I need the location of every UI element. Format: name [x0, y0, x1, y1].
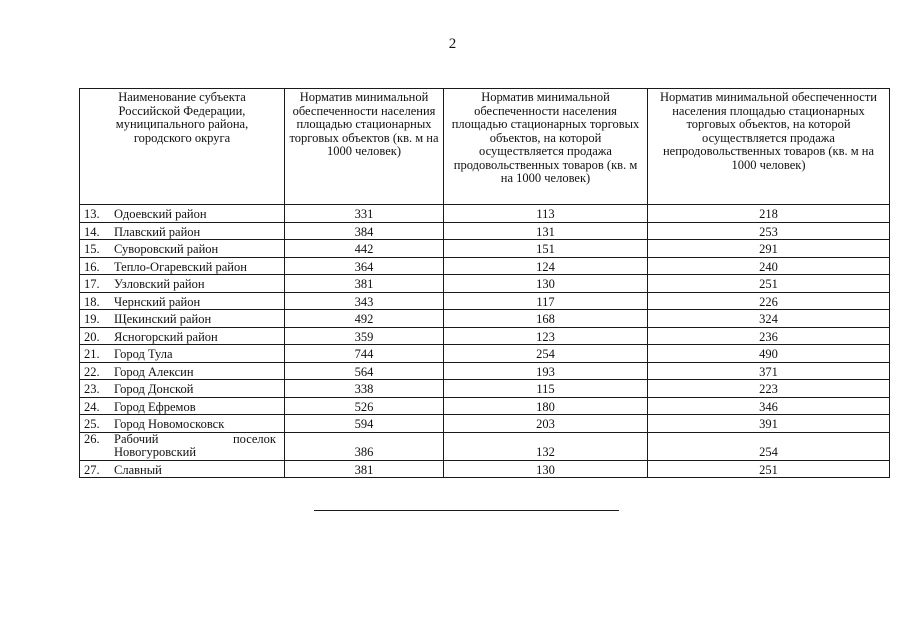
- subject-name: Город Ефремов: [114, 399, 196, 414]
- header-subject-name: Наименование субъекта Российской Федерации, муниципального района, городского округа: [80, 89, 285, 205]
- norms-table: [79, 88, 890, 478]
- table-row: [80, 205, 890, 223]
- cell-subject-name: [80, 292, 285, 310]
- table-row: [80, 460, 890, 478]
- subject-name: Ясногорский район: [114, 329, 218, 344]
- cell-subject-name: [80, 380, 285, 398]
- row-number: 21.: [84, 347, 100, 361]
- cell-total: 386: [285, 432, 444, 460]
- cell-nonfood: 254: [648, 432, 890, 460]
- row-number: 20.: [84, 329, 100, 344]
- cell-food: 123: [444, 327, 648, 345]
- table-header-row: [80, 89, 890, 205]
- cell-subject-name: [80, 257, 285, 275]
- table-row: [80, 380, 890, 398]
- table-row: [80, 397, 890, 415]
- subject-name: Тепло-Огаревский район: [114, 259, 247, 274]
- cell-nonfood: 226: [648, 292, 890, 310]
- row-number: 25.: [84, 417, 100, 431]
- subject-name: Город Тула: [114, 347, 173, 361]
- cell-food: 130: [444, 460, 648, 478]
- table-row: [80, 222, 890, 240]
- cell-food: 113: [444, 205, 648, 223]
- cell-nonfood: 371: [648, 362, 890, 380]
- cell-food: 168: [444, 310, 648, 328]
- cell-subject-name: [80, 460, 285, 478]
- table-row: [80, 415, 890, 433]
- cell-nonfood: 251: [648, 275, 890, 293]
- row-number: 26.: [84, 431, 100, 446]
- row-number: 17.: [84, 277, 100, 291]
- cell-nonfood: 253: [648, 222, 890, 240]
- cell-total: 384: [285, 222, 444, 240]
- subject-name: Город Алексин: [114, 364, 194, 379]
- cell-food: 124: [444, 257, 648, 275]
- cell-food: 180: [444, 397, 648, 415]
- table-row: [80, 345, 890, 363]
- cell-nonfood: 391: [648, 415, 890, 433]
- cell-subject-name: [80, 275, 285, 293]
- row-number: 23.: [84, 382, 100, 396]
- subject-name: Узловский район: [114, 277, 205, 291]
- cell-subject-name: [80, 397, 285, 415]
- table-row: [80, 432, 890, 460]
- cell-nonfood: 236: [648, 327, 890, 345]
- cell-nonfood: 240: [648, 257, 890, 275]
- row-number: 24.: [84, 399, 100, 414]
- cell-subject-name: [80, 432, 285, 460]
- subject-name: Город Новомосковск: [114, 417, 225, 431]
- cell-total: 564: [285, 362, 444, 380]
- table-row: [80, 362, 890, 380]
- table-row: [80, 240, 890, 258]
- cell-total: 331: [285, 205, 444, 223]
- cell-total: 364: [285, 257, 444, 275]
- cell-subject-name: [80, 415, 285, 433]
- header-food-norm: Норматив минимальной обеспеченности населения площадью стационарных торговых объектов, на которой осуществляется продажа продовольственных товаров (кв. м на 1000 человек): [444, 89, 648, 205]
- row-number: 22.: [84, 364, 100, 379]
- cell-total: 359: [285, 327, 444, 345]
- cell-food: 193: [444, 362, 648, 380]
- subject-name: Щекинский район: [114, 312, 212, 326]
- cell-total: 381: [285, 460, 444, 478]
- row-number: 19.: [84, 312, 100, 326]
- cell-subject-name: [80, 362, 285, 380]
- cell-total: 526: [285, 397, 444, 415]
- subject-name: Плавский район: [114, 224, 201, 239]
- cell-total: 492: [285, 310, 444, 328]
- cell-subject-name: [80, 222, 285, 240]
- header-total-norm: Норматив минимальной обеспеченности населения площадью стационарных торговых объектов (кв. м на 1000 человек): [285, 89, 444, 205]
- cell-subject-name: [80, 310, 285, 328]
- subject-name-part: Новогуровский: [114, 445, 197, 459]
- cell-nonfood: 223: [648, 380, 890, 398]
- subject-name: Славный: [114, 462, 162, 477]
- cell-food: 132: [444, 432, 648, 460]
- cell-food: 151: [444, 240, 648, 258]
- cell-nonfood: 291: [648, 240, 890, 258]
- cell-food: 131: [444, 222, 648, 240]
- table-body: [80, 205, 890, 478]
- cell-nonfood: 324: [648, 310, 890, 328]
- cell-nonfood: 346: [648, 397, 890, 415]
- cell-nonfood: 251: [648, 460, 890, 478]
- table-row: [80, 257, 890, 275]
- table-row: [80, 292, 890, 310]
- table-row: [80, 310, 890, 328]
- subject-name: Одоевский район: [114, 207, 207, 221]
- table-row: [80, 275, 890, 293]
- cell-food: 254: [444, 345, 648, 363]
- cell-subject-name: [80, 327, 285, 345]
- cell-nonfood: 218: [648, 205, 890, 223]
- cell-subject-name: [80, 240, 285, 258]
- subject-name-part: поселок: [232, 431, 276, 446]
- subject-name: Город Донской: [114, 382, 194, 396]
- row-number: 27.: [84, 462, 100, 477]
- cell-total: 594: [285, 415, 444, 433]
- cell-total: 744: [285, 345, 444, 363]
- cell-food: 130: [444, 275, 648, 293]
- cell-total: 442: [285, 240, 444, 258]
- row-number: 18.: [84, 294, 100, 309]
- cell-food: 203: [444, 415, 648, 433]
- footer-rule: [314, 510, 619, 511]
- cell-total: 343: [285, 292, 444, 310]
- page-number: 2: [448, 36, 457, 52]
- row-number: 15.: [84, 242, 100, 256]
- subject-name: Суворовский район: [114, 242, 219, 256]
- subject-name-part: Рабочий: [114, 431, 159, 446]
- row-number: 13.: [84, 207, 100, 221]
- cell-nonfood: 490: [648, 345, 890, 363]
- header-nonfood-norm: Норматив минимальной обеспеченности населения площадью стационарных торговых объектов, на которой осуществляется продажа непродовольственных товаров (кв. м на 1000 человек): [648, 89, 890, 205]
- row-number: 16.: [84, 259, 100, 274]
- cell-total: 338: [285, 380, 444, 398]
- cell-total: 381: [285, 275, 444, 293]
- table-row: [80, 327, 890, 345]
- cell-food: 117: [444, 292, 648, 310]
- cell-subject-name: [80, 205, 285, 223]
- row-number: 14.: [84, 224, 100, 239]
- subject-name: Чернский район: [114, 294, 201, 309]
- cell-food: 115: [444, 380, 648, 398]
- cell-subject-name: [80, 345, 285, 363]
